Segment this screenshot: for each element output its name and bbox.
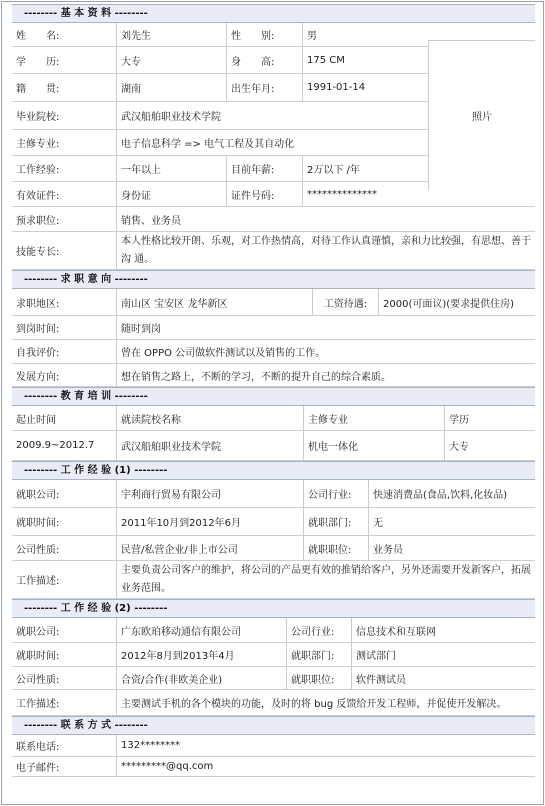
row-education-item [12,431,535,461]
exp-value: 一年以上 [116,156,226,181]
idtype-value: 身份证 [116,182,226,206]
work1-desc-label: 工作描述: [16,576,60,587]
work1-industry-label: 公司行业: [303,480,368,507]
row-work2-company [12,618,535,643]
edu-period: 2009.9~2012.7 [16,440,95,451]
row-self [12,340,535,364]
row-work1-desc [12,561,535,599]
work1-post-label: 就职职位: [303,536,368,560]
work1-nature-label: 公司性质: [16,544,60,556]
row-work1-company [12,480,535,508]
section-work2-header: -------- 工 作 经 验 (2) -------- [12,599,535,618]
major-value: 电子信息科学 => 电气工程及其自动化 [116,130,428,155]
row-email [12,757,535,777]
work2-nature: 合资/合作(非欧美企业) [116,667,286,689]
work1-dept-label: 就职部门: [303,508,368,535]
salary-value: 2万以下 /年 [302,156,428,181]
col-major: 主修专业 [303,406,444,430]
skills-value: 本人性格比较开朗、乐观，对工作热情高，对待工作认真谨慎，亲和力比较强，有思想、善于沟 通。 [116,232,535,269]
work1-desc: 主要负责公司客户的维护，将公司的产品更有效的推销给客户，另外还需要开发新客户，拓展业务范围。 [116,561,535,598]
hometown-label: 籍 贯: [16,84,60,95]
dev-label: 发展方向: [16,371,60,383]
resume-page [1,1,544,805]
self-label: 自我评价: [16,348,60,359]
major-label: 主修专业: [16,139,60,150]
row-arrive [12,316,535,340]
height-value: 175 CM [302,47,428,73]
work2-desc-label: 工作描述: [16,699,60,710]
row-experience [12,156,428,182]
position-value: 销售、业务员 [116,207,535,231]
school-value: 武汉船舶职业技术学院 [116,102,428,129]
phone-label: 联系电话: [16,742,60,753]
row-work2-desc [12,690,535,716]
work1-nature: 民营/私营企业/非上市公司 [116,536,303,560]
row-education [12,47,428,74]
row-dev [12,364,535,387]
row-education-head [12,406,535,431]
idtype-label: 有效证件: [16,190,60,202]
work1-post: 业务员 [368,536,535,560]
email-value[interactable]: *********@qq.com [116,757,535,776]
col-period: 起止时间 [16,414,56,426]
work2-dept: 测试部门 [351,643,535,666]
name-label: 姓 名: [16,31,60,42]
birth-value: 1991-01-14 [302,74,428,101]
school-label: 毕业院校: [16,112,60,123]
birth-label: 出生年月: [226,74,302,101]
work2-dept-label: 就职部门: [286,643,351,666]
photo-placeholder [428,40,535,190]
self-value: 曾在 OPPO 公司做软件测试以及销售的工作。 [116,340,535,363]
work2-company: 广东欧珀移动通信有限公司 [116,618,286,642]
row-work2-time [12,643,535,667]
area-label: 求职地区: [16,298,60,310]
section-education-header: -------- 教 育 培 训 -------- [12,387,535,406]
col-school: 就读院校名称 [116,406,303,430]
row-work1-nature [12,536,535,561]
work1-company: 宇利商行贸易有限公司 [116,480,303,507]
email-label: 电子邮件: [16,763,60,774]
edu-degree: 大专 [444,431,535,460]
row-position [12,207,535,232]
row-id [12,182,535,207]
skills-label: 技能专长: [16,247,60,258]
edu-value: 大专 [116,47,226,73]
area-value: 南山区 宝安区 龙华新区 [116,289,312,315]
work1-time-label: 就职时间: [16,518,60,529]
idno-value: ************** [302,182,428,206]
arrive-value: 随时到岗 [116,316,535,339]
edu-school: 武汉船舶职业技术学院 [116,431,303,460]
work1-dept: 无 [368,508,535,535]
work1-time: 2011年10月到2012年6月 [116,508,303,535]
pay-value: 2000(可面议)(要求提供住房) [378,289,535,315]
arrive-label: 到岗时间: [16,324,60,335]
row-hometown [12,74,428,102]
row-name [12,23,428,47]
gender-label: 性 别: [226,23,302,46]
row-work2-nature [12,667,535,690]
salary-label: 目前年薪: [226,156,302,181]
exp-label: 工作经验: [16,165,60,176]
section-contact-header: -------- 联 系 方 式 -------- [12,716,535,735]
photo-label: 照片 [472,112,492,123]
row-work1-time [12,508,535,536]
work2-company-label: 就职公司: [16,626,60,638]
row-major [12,130,428,156]
idno-label: 证件号码: [226,182,302,206]
name-value: 刘先生 [116,23,226,46]
phone-value: 132******** [116,735,535,756]
work2-time: 2012年8月到2013年4月 [116,643,286,666]
pay-label: 工资待遇: [312,289,378,315]
dev-value: 想在销售之路上，不断的学习，不断的提升自己的综合素质。 [116,364,535,386]
gender-value: 男 [302,23,428,46]
col-degree: 学历 [444,406,535,430]
row-area [12,289,535,316]
work2-industry: 信息技术和互联网 [351,618,535,642]
work1-industry: 快速消费品(食品,饮料,化妆品) [368,480,535,507]
hometown-value: 湖南 [116,74,226,101]
row-phone [12,735,535,757]
section-work1-header: -------- 工 作 经 验 (1) -------- [12,461,535,480]
position-label: 预求职位: [16,215,60,227]
work2-post-label: 就职职位: [286,667,351,689]
edu-major: 机电一体化 [303,431,444,460]
work2-post: 软件测试员 [351,667,535,689]
work2-time-label: 就职时间: [16,651,60,662]
section-basic-header: -------- 基 本 资 料 -------- [12,4,535,23]
work2-nature-label: 公司性质: [16,674,60,686]
height-label: 身 高: [226,47,302,73]
work1-company-label: 就职公司: [16,490,60,501]
edu-label: 学 历: [16,56,60,68]
section-intent-header: -------- 求 职 意 向 -------- [12,270,535,289]
work2-desc: 主要测试手机的各个模块的功能，及时的将 bug 反馈给开发工程师，并促使开发解决。 [116,690,535,715]
row-school [12,102,428,130]
work2-industry-label: 公司行业: [286,618,351,642]
row-skills [12,232,535,270]
